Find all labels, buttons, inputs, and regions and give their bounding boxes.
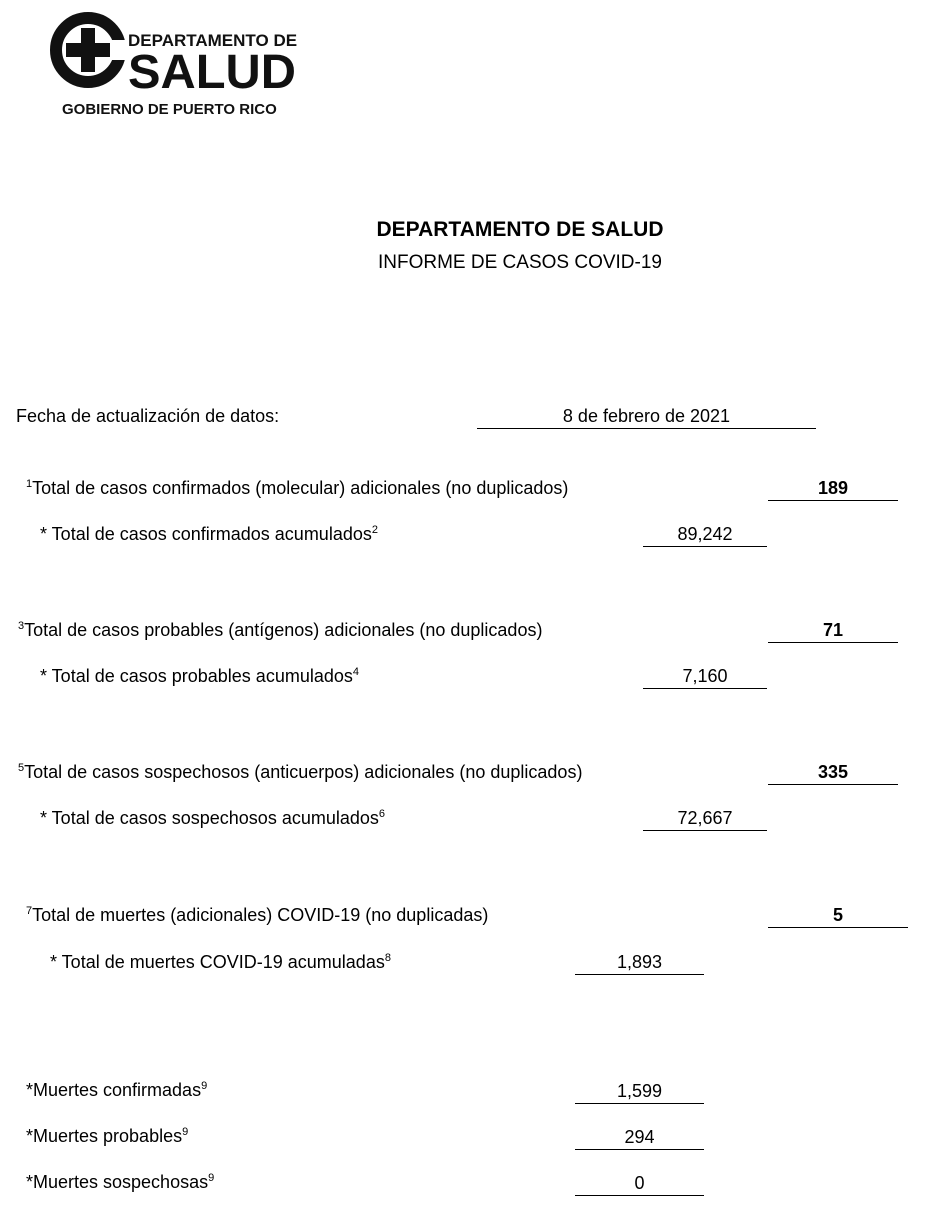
sospechosos-row bbox=[18, 762, 582, 783]
muertes-row bbox=[26, 905, 488, 926]
confirmados-acum-label: * Total de casos confirmados acumulados bbox=[40, 524, 372, 544]
muertes-probables-value: 294 bbox=[575, 1125, 704, 1150]
confirmados-label: Total de casos confirmados (molecular) adicionales (no duplicados) bbox=[32, 478, 569, 498]
muertes-acum-label: * Total de muertes COVID-19 acumuladas bbox=[50, 952, 385, 972]
footnote-ref: 5 bbox=[18, 762, 25, 774]
probables-acum-row bbox=[40, 666, 359, 687]
sospechosos-acum-label: * Total de casos sospechosos acumulados bbox=[40, 808, 379, 828]
confirmados-acum-value: 89,242 bbox=[643, 522, 767, 547]
logo-line2: SALUD bbox=[128, 46, 296, 99]
footnote-ref: 4 bbox=[352, 666, 359, 678]
footnote-ref: 6 bbox=[378, 808, 385, 820]
footnote-ref: 8 bbox=[384, 952, 391, 964]
footnote-ref: 9 bbox=[208, 1172, 215, 1184]
probables-label: Total de casos probables (antígenos) adicionales (no duplicados) bbox=[24, 620, 543, 640]
fecha-label: Fecha de actualización de datos: bbox=[16, 406, 280, 426]
sospechosos-acum-value: 72,667 bbox=[643, 806, 767, 831]
logo-graphic bbox=[48, 8, 308, 120]
logo-line3: GOBIERNO DE PUERTO RICO bbox=[62, 101, 277, 118]
muertes-sospechosas-value: 0 bbox=[575, 1171, 704, 1196]
muertes-sospechosas-label: *Muertes sospechosas bbox=[26, 1172, 209, 1192]
muertes-confirmadas-value: 1,599 bbox=[575, 1079, 704, 1104]
confirmados-acum-row bbox=[40, 524, 378, 545]
muertes-label: Total de muertes (adicionales) COVID-19 (no duplicadas) bbox=[32, 905, 489, 925]
muertes-confirmadas-label: *Muertes confirmadas bbox=[26, 1080, 202, 1100]
confirmados-value: 189 bbox=[768, 476, 898, 501]
footnote-ref: 3 bbox=[18, 620, 25, 632]
muertes-probables-row bbox=[26, 1126, 188, 1147]
footnote-ref: 9 bbox=[182, 1126, 189, 1138]
page-title: DEPARTAMENTO DE SALUD bbox=[376, 218, 664, 241]
footnote-ref: 2 bbox=[371, 524, 378, 536]
footnote-ref: 9 bbox=[201, 1080, 208, 1092]
fecha-value: 8 de febrero de 2021 bbox=[477, 404, 816, 429]
probables-acum-value: 7,160 bbox=[643, 664, 767, 689]
footnote-ref: 1 bbox=[26, 478, 33, 490]
confirmados-row bbox=[26, 478, 568, 499]
muertes-probables-label: *Muertes probables bbox=[26, 1126, 183, 1146]
footnote-ref: 7 bbox=[26, 905, 33, 917]
sospechosos-value: 335 bbox=[768, 760, 898, 785]
probables-row bbox=[18, 620, 542, 641]
probables-acum-label: * Total de casos probables acumulados bbox=[40, 666, 353, 686]
sospechosos-acum-row bbox=[40, 808, 385, 829]
departamento-salud-logo bbox=[48, 8, 308, 120]
sospechosos-label: Total de casos sospechosos (anticuerpos) adicionales (no duplicados) bbox=[24, 762, 583, 782]
muertes-acum-row bbox=[50, 952, 391, 973]
probables-value: 71 bbox=[768, 618, 898, 643]
muertes-sospechosas-row bbox=[26, 1172, 214, 1193]
page-subtitle: INFORME DE CASOS COVID-19 bbox=[378, 252, 662, 273]
muertes-acum-value: 1,893 bbox=[575, 950, 704, 975]
muertes-value: 5 bbox=[768, 903, 908, 928]
logo-line1: DEPARTAMENTO DE bbox=[128, 31, 298, 50]
muertes-confirmadas-row bbox=[26, 1080, 207, 1101]
